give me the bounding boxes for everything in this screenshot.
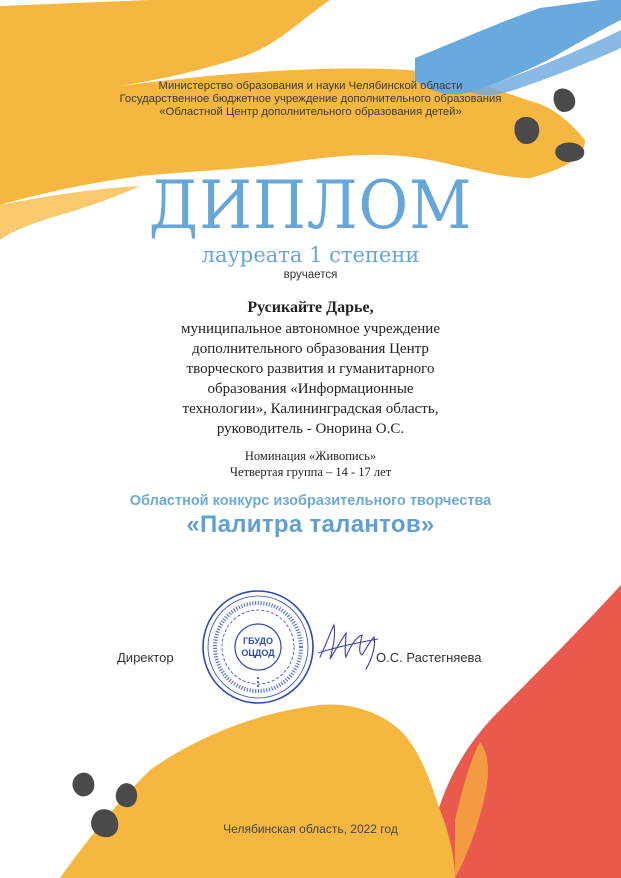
handed-to-label: вручается: [283, 269, 338, 281]
winner-name: Русикайте Дарье,: [247, 299, 374, 316]
handwritten-signature: [316, 615, 380, 671]
winner-institution-line: муниципальное автономное учреждение: [180, 321, 440, 337]
diploma-title: ДИПЛОМ: [148, 167, 473, 244]
age-group: Четвертая группа – 14 - 17 лет: [229, 465, 392, 479]
center-name-line: «Областной Центр дополнительного образования детей»: [159, 106, 462, 118]
institution-line: Государственное бюджетное учреждение дополнительного образования: [119, 93, 502, 105]
diploma-subtitle: лауреата 1 степени: [201, 243, 420, 267]
winner-institution-line: образования «Информационные: [207, 381, 414, 397]
signatory-role: Директор: [117, 650, 174, 665]
contest-name: «Палитра талантов»: [186, 511, 435, 538]
signatory-name: О.С. Растегняева: [376, 650, 482, 665]
winner-institution-line: технологии», Калининградская область,: [182, 401, 439, 417]
winner-supervisor-line: руководитель - Онорина О.С.: [216, 421, 405, 437]
winner-institution-line: творческого развития и гуманитарного: [186, 361, 435, 377]
stamp-center-line1: ГБУДО: [243, 636, 273, 646]
nomination: Номинация «Живопись»: [244, 449, 377, 463]
official-stamp-seal: [200, 588, 316, 706]
stamp-center-line2: ОЦДОД: [241, 648, 275, 658]
winner-institution-line: дополнительного образования Центр: [192, 341, 429, 357]
contest-label: Областной конкурс изобразительного творчества: [129, 493, 492, 509]
ministry-line: Министерство образования и науки Челябинской области: [158, 80, 463, 92]
footer-place-year: Челябинская область, 2022 год: [223, 822, 398, 836]
